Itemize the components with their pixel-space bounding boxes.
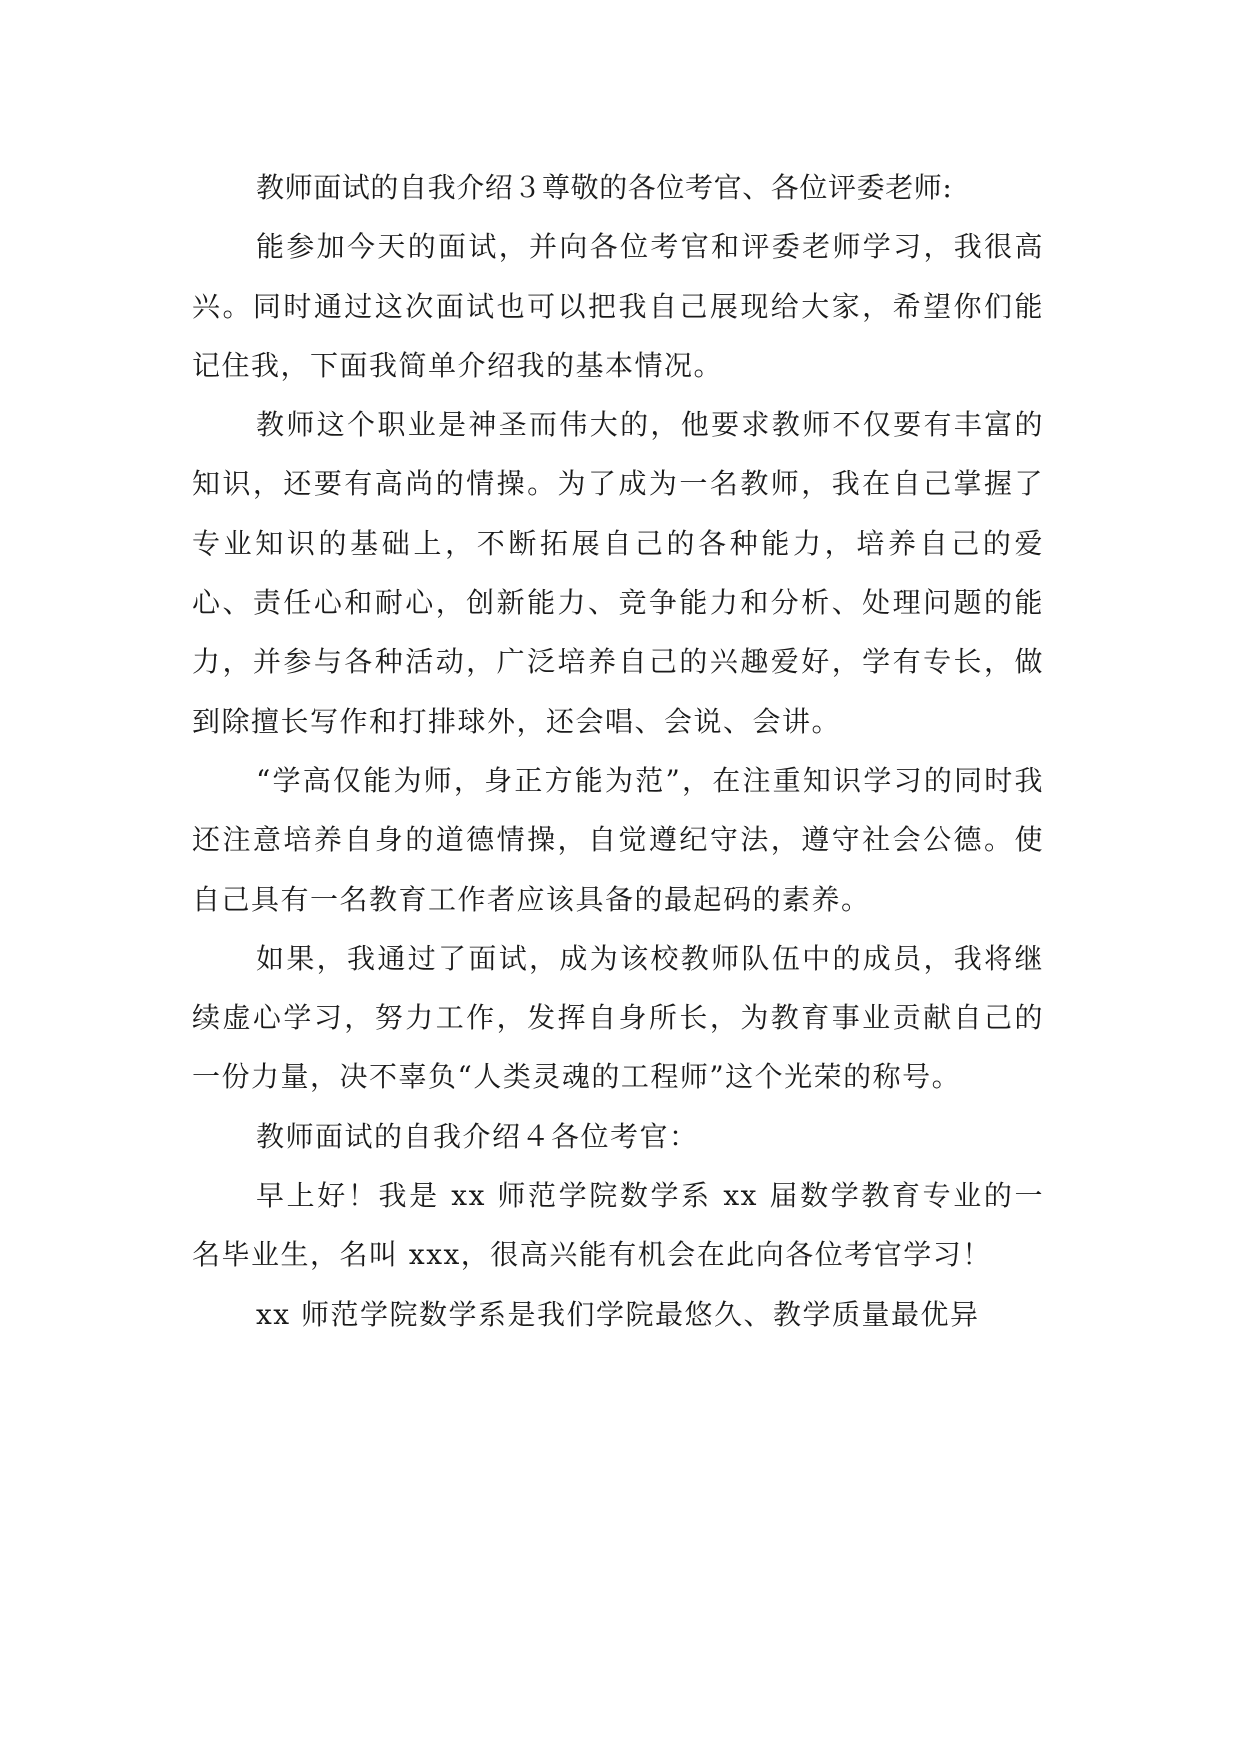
paragraph: “学高仅能为师，身正方能为范”，在注重知识学习的同时我还注意培养自身的道德情操，自觉遵纪守法，遵守社会公德。使自己具有一名教育工作者应该具备的最起码的素养。 bbox=[192, 763, 1044, 916]
paragraph: 早上好！我是 xx 师范学院数学系 xx 届数学教育专业的一名毕业生，名叫 xxx，很高兴能有机会在此向各位考官学习！ bbox=[192, 1179, 1044, 1272]
paragraph: 如果，我通过了面试，成为该校教师队伍中的成员，我将继续虚心学习，努力工作，发挥自身所长，为教育事业贡献自己的一份力量，决不辜负“人类灵魂的工程师”这个光荣的称号。 bbox=[192, 941, 1044, 1094]
paragraph: 能参加今天的面试，并向各位考官和评委老师学习，我很高兴。同时通过这次面试也可以把我自己展现给大家，希望你们能记住我，下面我简单介绍我的基本情况。 bbox=[192, 230, 1044, 382]
paragraph: xx 师范学院数学系是我们学院最悠久、教学质量最优异 bbox=[256, 1297, 980, 1331]
document-body bbox=[192, 158, 1044, 1344]
section-heading-4: 教师面试的自我介绍４各位考官： bbox=[256, 1119, 699, 1153]
paragraph: 教师这个职业是神圣而伟大的，他要求教师不仅要有丰富的知识，还要有高尚的情操。为了成为一名教师，我在自己掌握了专业知识的基础上，不断拓展自己的各种能力，培养自己的爱心、责任心和耐心，创新能力、竞争能力和分析、处理问题的能力，并参与各种活动，广泛培养自己的兴趣爱好，学有专长，做到除擅长写作和打排球外，还会唱、会说、会讲。 bbox=[192, 408, 1044, 738]
section-heading-3: 教师面试的自我介绍３尊敬的各位考官、各位评委老师: bbox=[256, 171, 953, 204]
